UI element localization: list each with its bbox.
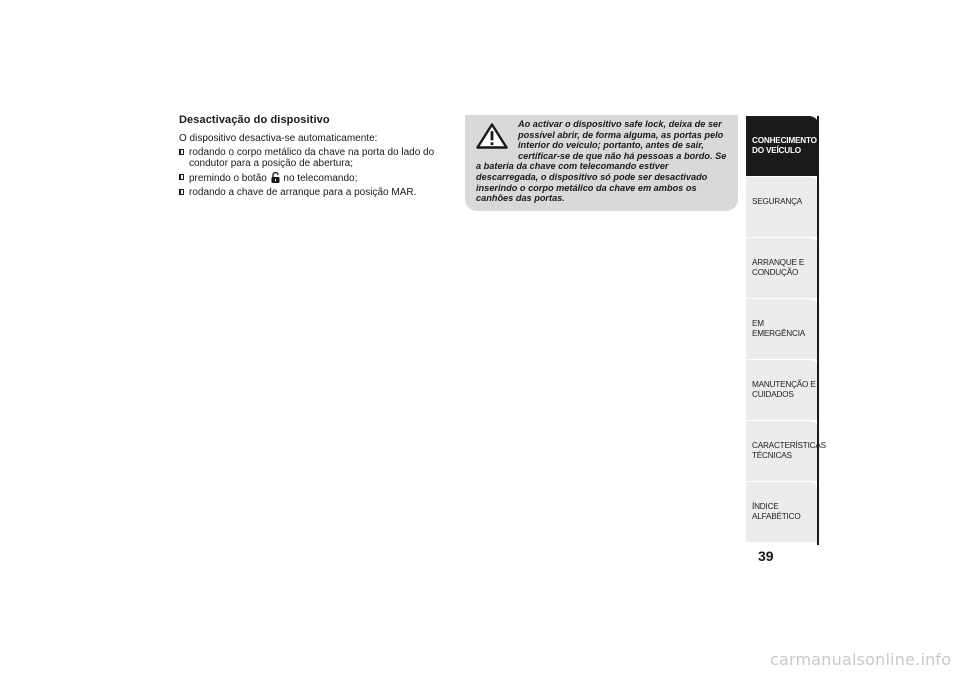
tab-arranque-e-conducao[interactable] <box>746 238 819 299</box>
section-intro: O dispositivo desactiva-se automaticamente: <box>179 133 378 144</box>
warning-text: Ao activar o dispositivo safe lock, deixa de ser possível abrir, de forma alguma, as portas pelo interior do veículo; portanto, antes de sair, certificar-se de que não há pessoas a bordo. Se a bateria da chave com telecomando estiver descarregada, o dispositivo só pode ser desactivado inserindo o corpo metálico da chave em ambos os canhões das portas. <box>476 119 727 204</box>
bullet-list <box>179 147 464 198</box>
tab-conhecimento-do-veiculo[interactable] <box>746 116 819 177</box>
list-item <box>179 147 464 169</box>
tab-label: CONHECIMENTO DO VEÍCULO <box>752 136 817 155</box>
tab-label: MANUTENÇÃO E CUIDADOS <box>752 380 816 399</box>
bullet-text-suffix: no telecomando; <box>283 173 358 184</box>
tab-em-emergencia[interactable] <box>746 299 819 360</box>
tab-indice-alfabetico[interactable] <box>746 482 819 543</box>
checkbox-bullet-icon <box>179 174 184 180</box>
tab-label: ÍNDICE ALFABÉTICO <box>752 502 801 521</box>
tab-seguranca[interactable] <box>746 177 819 238</box>
tab-label: CARACTERÍSTICAS TÉCNICAS <box>752 441 826 460</box>
bullet-text: rodando o corpo metálico da chave na porta do lado do condutor para a posição de abertura; <box>189 147 435 169</box>
checkbox-bullet-icon <box>179 149 184 155</box>
chapter-tabs <box>746 116 826 543</box>
checkbox-bullet-icon <box>179 189 184 195</box>
watermark: carmanualsonline.info <box>770 650 952 669</box>
list-item <box>179 187 464 198</box>
tab-caracteristicas-tecnicas[interactable] <box>746 421 826 482</box>
bullet-text: rodando a chave de arranque para a posição MAR. <box>189 187 417 198</box>
list-item <box>179 172 464 184</box>
bullet-text: premindo o botão <box>189 173 267 184</box>
section-title: Desactivação do dispositivo <box>179 114 330 126</box>
warning-triangle-icon <box>476 123 508 149</box>
tab-label: EM EMERGÊNCIA <box>752 319 806 338</box>
unlock-icon <box>271 172 280 183</box>
content-column <box>179 114 464 201</box>
tab-label: SEGURANÇA <box>752 197 803 206</box>
warning-box <box>465 115 738 211</box>
tab-label: ARRANQUE E CONDUÇÃO <box>752 258 805 277</box>
tab-manutencao-e-cuidados[interactable] <box>746 360 819 421</box>
page-number: 39 <box>758 548 774 564</box>
